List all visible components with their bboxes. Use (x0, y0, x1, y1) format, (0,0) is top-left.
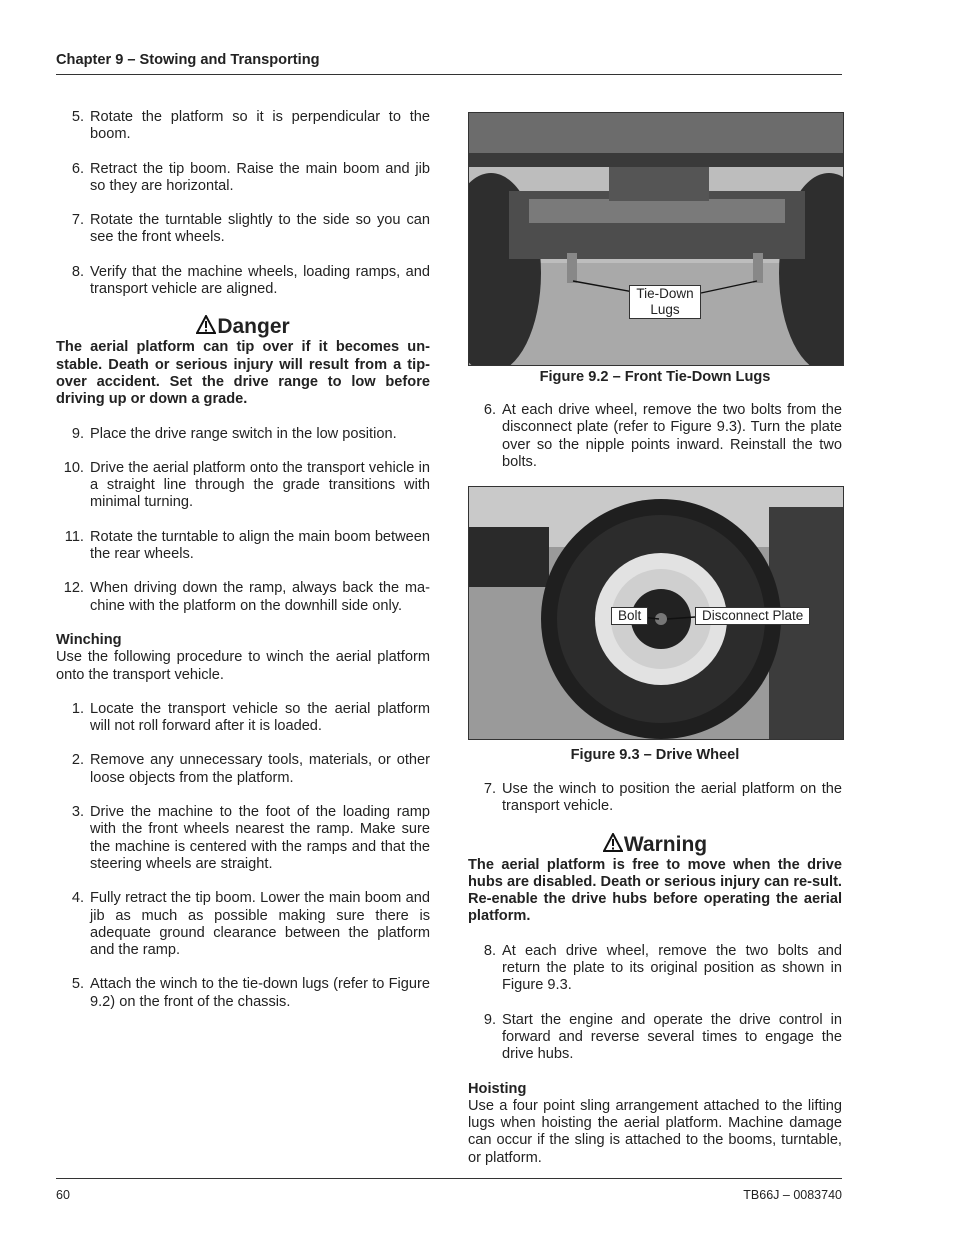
step-number: 4. (71, 890, 84, 907)
warning-triangle-icon (196, 315, 216, 339)
warning-text: The aerial platform is free to move when the drive hubs are disabled. Death or serious injury can re-sult. Re-enable the drive hubs before operating the aerial platform. (468, 856, 842, 925)
step-text: Rotate the turntable slightly to the side so you can see the front wheels. (90, 212, 430, 246)
step-number: 7. (483, 781, 496, 797)
winching-heading: Winching (56, 631, 122, 648)
step-number: 8. (483, 942, 496, 959)
step-text: Drive the machine to the foot of the loading ramp with the front wheels nearest the ramp. Make sure the machine is centered with the ramps and that the steering wheels are straight. (90, 804, 430, 872)
step-number: 11. (64, 528, 84, 545)
list-item (468, 781, 842, 816)
list-item (56, 212, 430, 247)
step-text: Locate the transport vehicle so the aerial platform will not roll forward after it is loaded. (90, 700, 430, 735)
step-number: 6. (483, 402, 496, 418)
label-line: Tie-Down (636, 286, 694, 301)
step-text: At each drive wheel, remove the two bolts and return the plate to its original position as shown in Figure 9.3. (502, 942, 842, 994)
step-list (56, 426, 430, 615)
label-line: Lugs (650, 302, 680, 317)
winching-intro: Use the following procedure to winch the aerial platform onto the transport vehicle. (56, 649, 430, 683)
step-text: At each drive wheel, remove the two bolts from the disconnect plate (refer to Figure 9.3). Turn the plate over so the nipple points inward. Reinstall the two bolts. (502, 402, 842, 470)
disconnect-plate-label: Disconnect Plate (695, 607, 810, 625)
list-item (56, 109, 430, 144)
step-list (468, 402, 842, 471)
step-number: 6. (71, 160, 84, 177)
step-text: Remove any unnecessary tools, materials, or other loose objects from the platform. (90, 752, 430, 786)
list-item (468, 402, 842, 471)
danger-title: Danger (217, 315, 290, 339)
step-number: 9. (71, 425, 84, 442)
step-number: 2. (71, 752, 84, 769)
warning-triangle-icon (603, 833, 623, 857)
bolt-label: Bolt (611, 607, 648, 625)
list-item (56, 264, 430, 299)
step-number: 5. (71, 109, 84, 125)
page-number: 60 (56, 1188, 70, 1202)
list-item (56, 701, 430, 736)
step-number: 8. (71, 263, 84, 280)
hoisting-text: Use a four point sling arrangement attached to the lifting lugs when hoisting the aerial platform. Machine damage can occur if the sling is attached to the booms, turntable, or platform. (468, 1097, 842, 1166)
step-text: Attach the winch to the tie-down lugs (refer to Figure 9.2) on the front of the chassis. (90, 976, 430, 1010)
step-number: 10. (63, 459, 84, 476)
list-item (56, 976, 430, 1011)
step-number: 3. (71, 804, 84, 821)
right-column-block-a (468, 402, 842, 488)
list-item (56, 580, 430, 615)
chapter-header: Chapter 9 – Stowing and Transporting (56, 52, 320, 68)
step-list (56, 701, 430, 1011)
step-list (56, 109, 430, 298)
list-item (56, 804, 430, 873)
step-number: 7. (71, 212, 84, 229)
step-text: When driving down the ramp, always back the ma-chine with the platform on the downhill side only. (90, 580, 430, 614)
figure-2-caption: Figure 9.2 – Front Tie-Down Lugs (539, 369, 771, 385)
step-text: Use the winch to position the aerial platform on the transport vehicle. (502, 781, 842, 815)
step-text: Rotate the platform so it is perpendicular to the boom. (90, 109, 430, 143)
step-text: Retract the tip boom. Raise the main boom and jib so they are horizontal. (90, 160, 430, 194)
warning-title: Warning (623, 832, 708, 856)
figure-3-caption: Figure 9.3 – Drive Wheel (570, 747, 740, 763)
footer-rule (56, 1178, 842, 1179)
step-text: Rotate the turntable to align the main boom between the rear wheels. (90, 528, 430, 563)
list-item (56, 529, 430, 564)
step-list (468, 943, 842, 1064)
step-number: 5. (71, 976, 84, 993)
list-item (56, 460, 430, 512)
hoisting-heading: Hoisting (468, 1080, 527, 1097)
danger-text: The aerial platform can tip over if it becomes un-stable. Death or serious injury will result from a tip-over accident. Set the drive range to low before driving up or down a grade. (56, 339, 430, 408)
figure-drive-wheel (468, 486, 844, 740)
list-item (468, 943, 842, 995)
tie-down-lugs-label (629, 285, 701, 319)
list-item (56, 161, 430, 196)
step-number: 12. (63, 580, 84, 597)
step-text: Fully retract the tip boom. Lower the main boom and jib as much as possible making sure there is adequate ground clearance between the platform and the ramp. (90, 890, 430, 959)
left-column (56, 109, 430, 1028)
step-text: Place the drive range switch in the low position. (90, 425, 397, 442)
header-rule (56, 74, 842, 75)
step-number: 1. (71, 700, 84, 717)
step-text: Start the engine and operate the drive control in forward and reverse several times to engage the drive hubs. (502, 1011, 842, 1063)
figure-front-tie-down-lugs (468, 112, 844, 366)
step-list (468, 781, 842, 816)
list-item (56, 890, 430, 959)
danger-heading (56, 315, 430, 339)
tie-down-photo-illustration (469, 113, 843, 365)
step-text: Drive the aerial platform onto the transport vehicle in a straight line through the grade transitions with minimal turning. (90, 459, 430, 511)
list-item (56, 752, 430, 787)
list-item (468, 1012, 842, 1064)
right-column-block-b (468, 781, 842, 1184)
warning-heading (468, 833, 842, 857)
list-item (56, 426, 430, 443)
step-text: Verify that the machine wheels, loading ramps, and transport vehicle are aligned. (90, 263, 430, 298)
document-id: TB66J – 0083740 (743, 1188, 842, 1202)
step-number: 9. (483, 1011, 496, 1028)
